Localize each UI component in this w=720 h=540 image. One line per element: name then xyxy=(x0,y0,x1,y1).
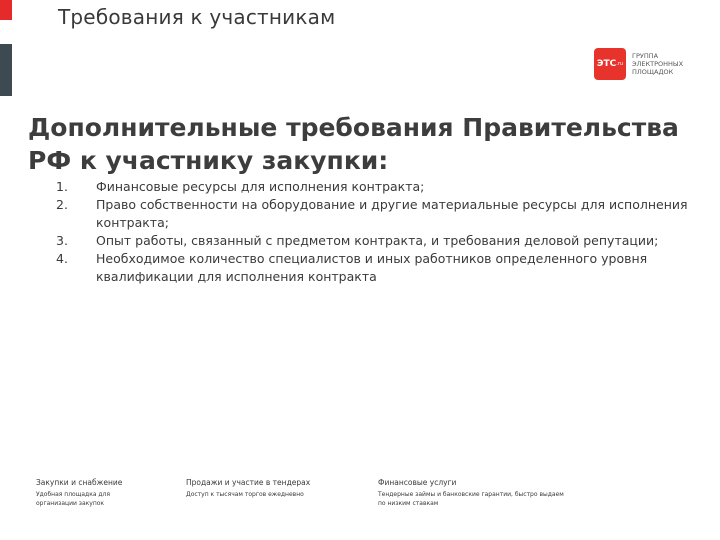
footer-column xyxy=(36,478,146,508)
footer-title: Продажи и участие в тендерах xyxy=(186,478,311,487)
main-title: Дополнительные требования Правительства РФ к участнику закупки: xyxy=(28,113,679,175)
logo xyxy=(594,48,686,80)
list-item-number: 3. xyxy=(56,233,68,248)
left-accent-red xyxy=(0,0,12,20)
footer-title: Закупки и снабжение xyxy=(36,478,123,487)
slide-heading: Требования к участникам xyxy=(58,5,336,29)
list-item-text: Необходимое количество специалистов и иных работников определенного уровня квалификации для исполнения контракта xyxy=(96,251,648,284)
logo-mark xyxy=(594,48,626,80)
footer-column xyxy=(378,478,568,508)
footer-subtitle: Тендерные займы и банковские гарантии, быстро выдаем по низким ставкам xyxy=(378,491,564,507)
footer-column xyxy=(186,478,366,500)
list-item xyxy=(56,196,696,232)
list-item-text: Право собственности на оборудование и другие материальные ресурсы для исполнения контракта; xyxy=(96,197,688,230)
logo-mark-text: ЭТС xyxy=(596,59,617,69)
requirements-list xyxy=(56,178,696,286)
list-item-text: Опыт работы, связанный с предметом контракта, и требования деловой репутации; xyxy=(96,233,659,248)
list-item xyxy=(56,178,696,196)
list-item xyxy=(56,232,696,250)
logo-mark-suffix: .ru xyxy=(616,61,624,67)
list-item xyxy=(56,250,696,286)
footer-subtitle: Удобная площадка для организации закупок xyxy=(36,491,110,507)
list-item-number: 2. xyxy=(56,197,68,212)
footer xyxy=(36,478,696,518)
list-item-text: Финансовые ресурсы для исполнения контракта; xyxy=(96,179,425,194)
left-accent-dark xyxy=(0,44,12,96)
list-item-number: 1. xyxy=(56,179,68,194)
list-item-number: 4. xyxy=(56,251,68,266)
logo-text: ГРУППА ЭЛЕКТРОННЫХ ПЛОЩАДОК xyxy=(632,52,684,76)
footer-title: Финансовые услуги xyxy=(378,478,457,487)
footer-subtitle: Доступ к тысячам торгов ежедневно xyxy=(186,491,304,498)
